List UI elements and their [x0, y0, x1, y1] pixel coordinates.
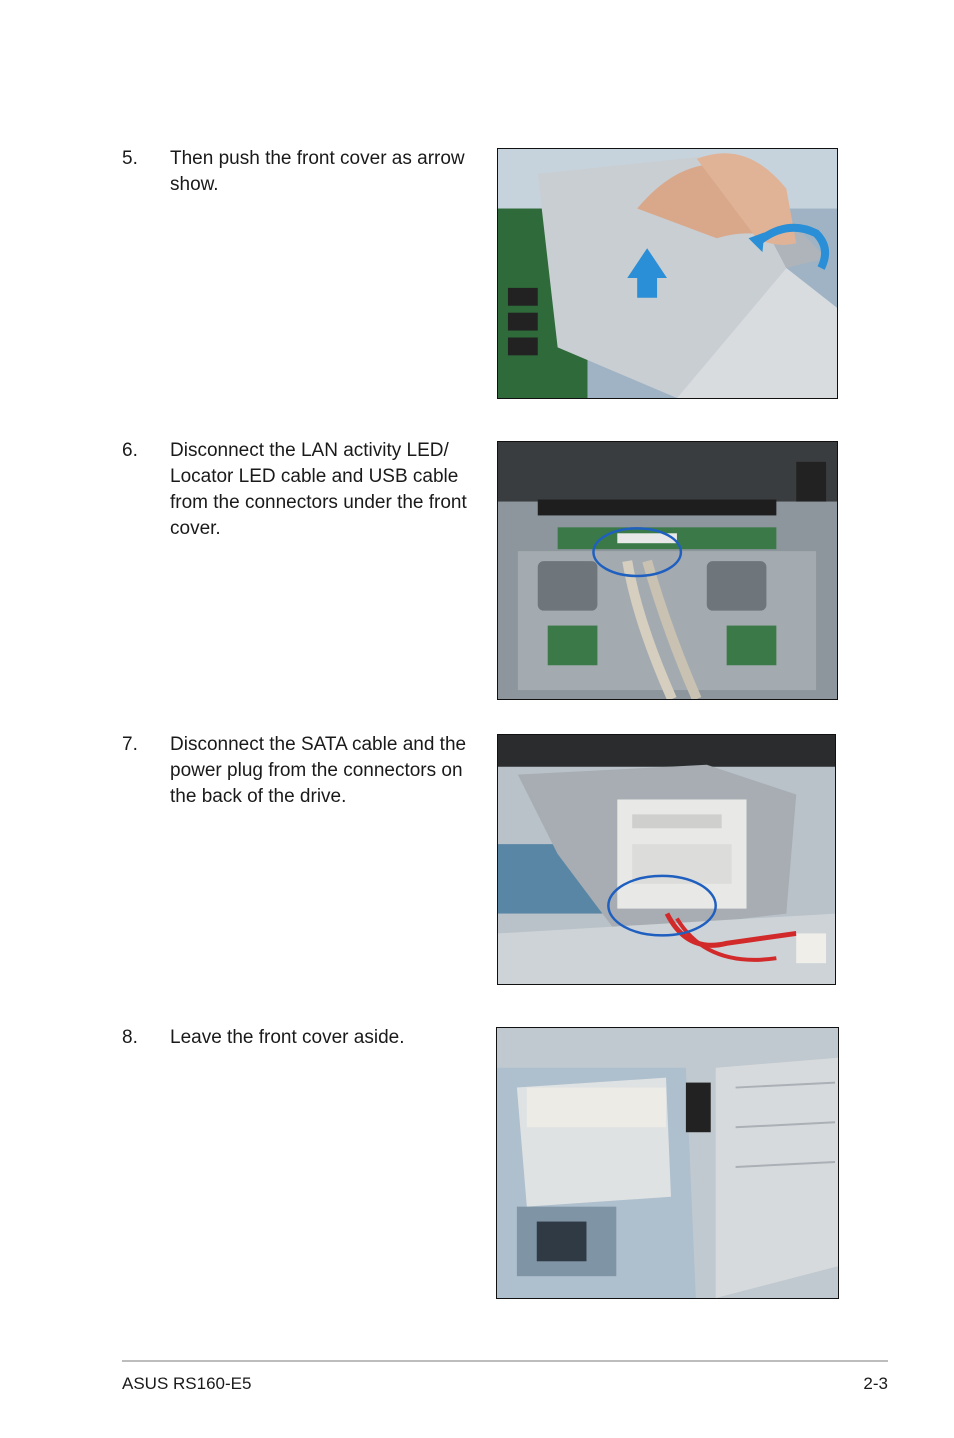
- photo-push-front-cover: [497, 148, 838, 399]
- step-number: 7.: [122, 734, 138, 755]
- step-number: 6.: [122, 440, 138, 461]
- step-number: 5.: [122, 148, 138, 169]
- step-line: from the connectors under the front: [170, 492, 467, 513]
- step-line: Disconnect the SATA cable and the: [170, 734, 467, 755]
- step-line: Locator LED cable and USB cable: [170, 466, 459, 487]
- step-line: Disconnect the LAN activity LED/: [170, 440, 449, 461]
- footer-page-number: 2-3: [863, 1374, 888, 1393]
- step-line: power plug from the connectors on: [170, 760, 463, 781]
- step-line: show.: [170, 174, 219, 195]
- step-text: [170, 438, 480, 542]
- step-line: Then push the front cover as arrow: [170, 148, 465, 169]
- step-line: the back of the drive.: [170, 786, 347, 807]
- step-number: 8.: [122, 1027, 138, 1048]
- photo-sata-power-disconnect: [497, 734, 836, 985]
- footer-divider: [122, 1360, 888, 1362]
- step-text: [170, 146, 480, 198]
- footer-product-name: ASUS RS160-E5: [122, 1374, 252, 1393]
- step-line: cover.: [170, 518, 221, 539]
- step-text: [170, 732, 480, 810]
- step-line: Leave the front cover aside.: [170, 1027, 405, 1048]
- step-text: [170, 1025, 480, 1051]
- photo-led-usb-connectors: [497, 441, 838, 700]
- photo-front-cover-aside: [496, 1027, 839, 1299]
